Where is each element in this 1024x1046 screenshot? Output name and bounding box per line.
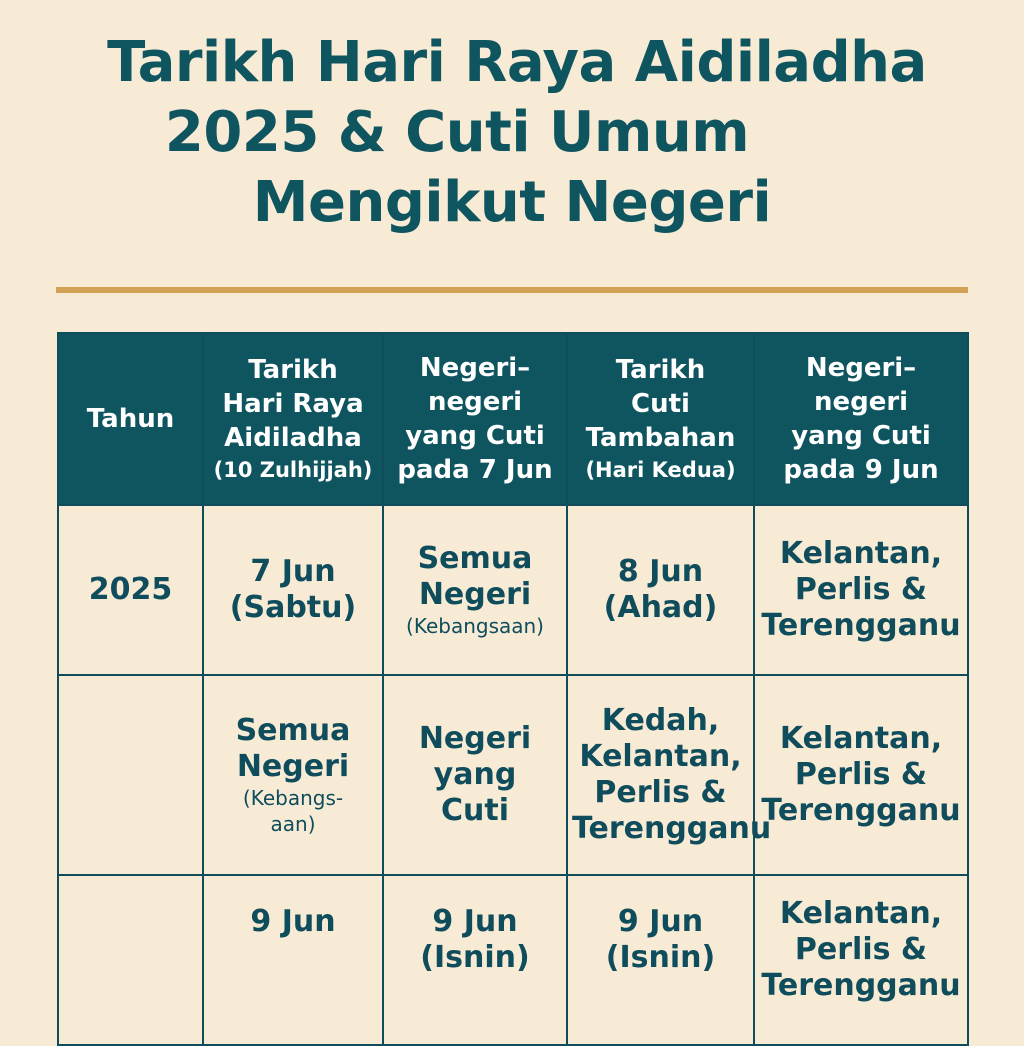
cell-states-9-jun: Kelantan, Perlis & Terengganu <box>754 675 968 875</box>
cell-states-9-jun: Kelantan, Perlis & Terengganu <box>754 875 968 1045</box>
cell-year <box>58 675 203 875</box>
cell-states-7-jun: Semua Negeri (Kebangsaan) <box>383 505 567 675</box>
cell-date: 9 Jun <box>203 875 383 1045</box>
table-row <box>58 875 968 1045</box>
cell-states-9-jun: Kelantan, Perlis & Terengganu <box>754 505 968 675</box>
title-line-3: Mengikut Negeri <box>252 170 772 235</box>
header-tarikh-hari-raya: Tarikh Hari Raya Aidiladha (10 Zulhijjah) <box>203 333 383 505</box>
cell-states-7-jun: Negeri yang Cuti <box>383 675 567 875</box>
cell-date: Semua Negeri (Kebangs- aan) <box>203 675 383 875</box>
table-row <box>58 505 968 675</box>
cell-extra-date: 8 Jun (Ahad) <box>567 505 754 675</box>
header-tarikh-cuti-tambahan: Tarikh Cuti Tambahan (Hari Kedua) <box>567 333 754 505</box>
cell-year: 2025 <box>58 505 203 675</box>
title-line-1: Tarikh Hari Raya Aidiladha <box>107 30 927 95</box>
cell-states-7-jun: 9 Jun (Isnin) <box>383 875 567 1045</box>
cell-extra-date: 9 Jun (Isnin) <box>567 875 754 1045</box>
cell-date: 7 Jun (Sabtu) <box>203 505 383 675</box>
divider-rule <box>56 287 968 293</box>
holiday-table <box>57 332 969 1046</box>
cell-extra-date: Kedah, Kelantan, Perlis & Terengganu <box>567 675 754 875</box>
title-line-2: 2025 & Cuti Umum <box>164 100 750 165</box>
header-negeri-7-jun: Negeri– negeri yang Cuti pada 7 Jun <box>383 333 567 505</box>
table-header-row <box>58 333 968 505</box>
header-tahun: Tahun <box>58 333 203 505</box>
header-negeri-9-jun: Negeri– negeri yang Cuti pada 9 Jun <box>754 333 968 505</box>
table-row <box>58 675 968 875</box>
page-title <box>0 28 1024 238</box>
cell-year <box>58 875 203 1045</box>
